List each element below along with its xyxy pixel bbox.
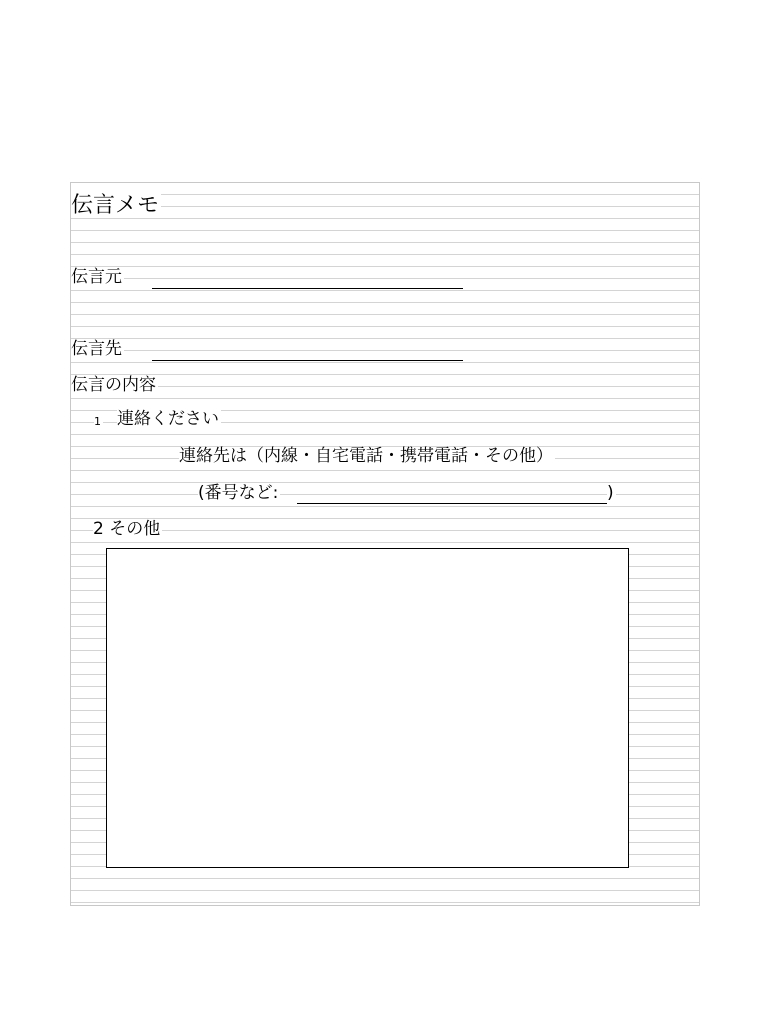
- number-label: (番号など:: [198, 483, 279, 503]
- item1-label: 連絡ください: [117, 409, 219, 429]
- number-close-paren: ): [607, 483, 614, 503]
- form-title: 伝言メモ: [71, 193, 160, 218]
- item1-number: 1: [94, 415, 101, 428]
- item2-label: 2 その他: [93, 519, 161, 539]
- contact-options-line: 連絡先は（内線・自宅電話・携帯電話・その他）: [179, 446, 553, 466]
- content-label: 伝言の内容: [71, 375, 156, 395]
- number-input-line[interactable]: [297, 503, 613, 504]
- from-label: 伝言元: [71, 267, 122, 287]
- other-memo-box[interactable]: [106, 548, 629, 868]
- to-input-line[interactable]: [152, 360, 463, 361]
- to-label: 伝言先: [71, 339, 122, 359]
- from-input-line[interactable]: [152, 288, 463, 289]
